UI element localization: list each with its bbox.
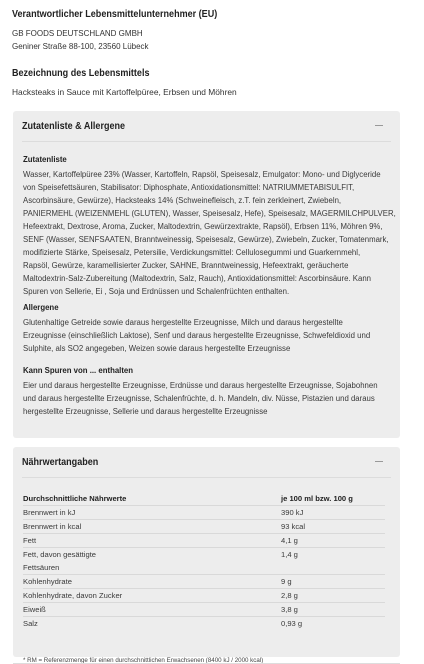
nutrient-label: Fettsäuren (23, 561, 281, 575)
table-row (23, 603, 385, 617)
ingredients-line: Spuren von Sellerie, Ei , Soja und Erdnüssen und Schalenfrüchten enthalten. (23, 287, 290, 296)
ingredients-line: von Speisefettsäuren, Stabilisator: Diphosphate, Antioxidationsmittel: NATRIUMMETABISULFIT, (23, 183, 355, 192)
ingredients-allergens-panel (13, 111, 400, 438)
allergens-line: Sulphite, als SO2 angegeben, Weizen sowie daraus hergestellte Erzeugnisse (23, 344, 291, 353)
allergens-text (23, 316, 395, 355)
table-row (23, 575, 385, 589)
ingredients-panel-header[interactable] (22, 111, 391, 142)
nutrition-footnote: * RM = Referenzmenge für einen durchschnittlichen Erwachsenen (8400 kJ / 2000 kcal) (23, 657, 264, 664)
nutrient-label: Kohlenhydrate, davon Zucker (23, 589, 281, 603)
table-row (23, 589, 385, 603)
operator-name: GB FOODS DEUTSCHLAND GMBH (12, 29, 143, 38)
nutrient-label: Salz (23, 619, 38, 628)
allergens-line: Glutenhaltige Getreide sowie daraus hergestellte Erzeugnisse, Milch und daraus hergestellte (23, 318, 343, 327)
ingredients-line: modifizierte Stärke, Speisesalz, Petersilie, Verdickungsmittel: Cellulosegummi und Guarkernmehl, (23, 248, 361, 257)
minus-icon[interactable] (375, 461, 383, 462)
allergens-line: Erzeugnisse (einschließlich Laktose), Senf und daraus hergestellte Erzeugnisse, Schwefeldioxid und (23, 331, 371, 340)
nutrient-value: 3,8 g (281, 603, 385, 617)
table-row (23, 548, 385, 562)
operator-address: Geniner Straße 88-100, 23560 Lübeck (12, 42, 149, 51)
designation-heading: Bezeichnung des Lebensmittels (12, 67, 150, 79)
table-row (23, 617, 385, 631)
table-row (23, 520, 385, 534)
ingredients-line: Hefeextrakt, Dextrose, Aroma, Zucker, Maltodextrin, Gewürzextrakte, Rapsöl), Erbsen 11%, Möhren 9%, (23, 222, 383, 231)
nutrient-label: Brennwert in kJ (23, 506, 281, 520)
ingredients-heading: Zutatenliste (23, 155, 67, 164)
nutrient-label: Kohlenhydrate (23, 575, 281, 589)
operator-heading: Verantwortlicher Lebensmittelunternehmer (EU) (12, 8, 218, 20)
traces-line: hergestellte Erzeugnisse, Sellerie und daraus hergestellte Erzeugnisse (23, 407, 268, 416)
ingredients-line: Wasser, Kartoffelpüree 23% (Wasser, Kartoffeln, Rapsöl, Speisesalz, Emulgator: Mono- und Diglyceride (23, 170, 381, 179)
nutrient-value: 390 kJ (281, 506, 385, 520)
ingredients-line: Maltodextrin-Salz-Zubereitung (Maltodextrin, Salz, Rauch), Antioxidationsmittel: Ascorbinsäure. Kann (23, 274, 371, 283)
nutrition-panel-title: Nährwertangaben (22, 456, 99, 468)
ingredients-text (23, 168, 395, 298)
nutrition-panel (13, 447, 400, 664)
nutrient-label: Fett, davon gesättigte (23, 550, 97, 559)
traces-line: Eier und daraus hergestellte Erzeugnisse, Erdnüsse und daraus hergestellte Erzeugnisse, Sojabohnen (23, 381, 378, 390)
traces-text (23, 379, 395, 418)
nutrient-label: Brennwert in kcal (23, 520, 281, 534)
nutrition-header-label: Durchschnittliche Nährwerte (23, 491, 281, 506)
nutrient-label: Eiweiß (23, 603, 281, 617)
nutrition-table (23, 491, 385, 630)
nutrient-value: 1,4 g (281, 550, 298, 559)
nutrient-value: 0,93 g (281, 619, 303, 628)
ingredients-line: SENF (Wasser, SENFSAATEN, Branntweinessig, Speisesalz, Gewürze), Zwiebeln, Zucker, Tomatenmark, (23, 235, 389, 244)
ingredients-line: Rapsöl, Gewürze, karamellisierter Zucker, SAHNE, Branntweinessig, Hefeextrakt, geräucherte (23, 261, 349, 270)
nutrient-value: 2,8 g (281, 589, 385, 603)
allergens-heading: Allergene (23, 303, 59, 312)
minus-icon[interactable] (375, 125, 383, 126)
table-row (23, 561, 385, 575)
nutrition-panel-header[interactable] (22, 447, 391, 478)
nutrient-value: 93 kcal (281, 520, 385, 534)
table-row (23, 506, 385, 520)
nutrition-header-row (23, 491, 385, 506)
nutrient-value: 9 g (281, 575, 385, 589)
nutrient-value (281, 561, 385, 575)
nutrient-value: 4,1 g (281, 534, 385, 548)
designation-text: Hacksteaks in Sauce mit Kartoffelpüree, Erbsen und Möhren (12, 87, 237, 97)
traces-heading: Kann Spuren von ... enthalten (23, 366, 134, 375)
ingredients-panel-title: Zutatenliste & Allergene (22, 120, 126, 132)
table-row (23, 534, 385, 548)
nutrition-header-value: je 100 ml bzw. 100 g (281, 491, 385, 506)
ingredients-line: PANIERMEHL (WEIZENMEHL (GLUTEN), Wasser, Speisesalz, Hefe), Speisesalz, MAGERMILCHPULVER, (23, 209, 396, 218)
traces-line: und daraus hergestellte Erzeugnisse, Schalenfrüchte, d. h. Mandeln, div. Nüsse, Pistazien und daraus (23, 394, 375, 403)
ingredients-line: Ascorbinsäure, Gewürze), Hacksteaks 14% (Schweinefleisch, z.T. fein zerkleinert, Zwiebeln, (23, 196, 342, 205)
nutrient-label: Fett (23, 534, 281, 548)
